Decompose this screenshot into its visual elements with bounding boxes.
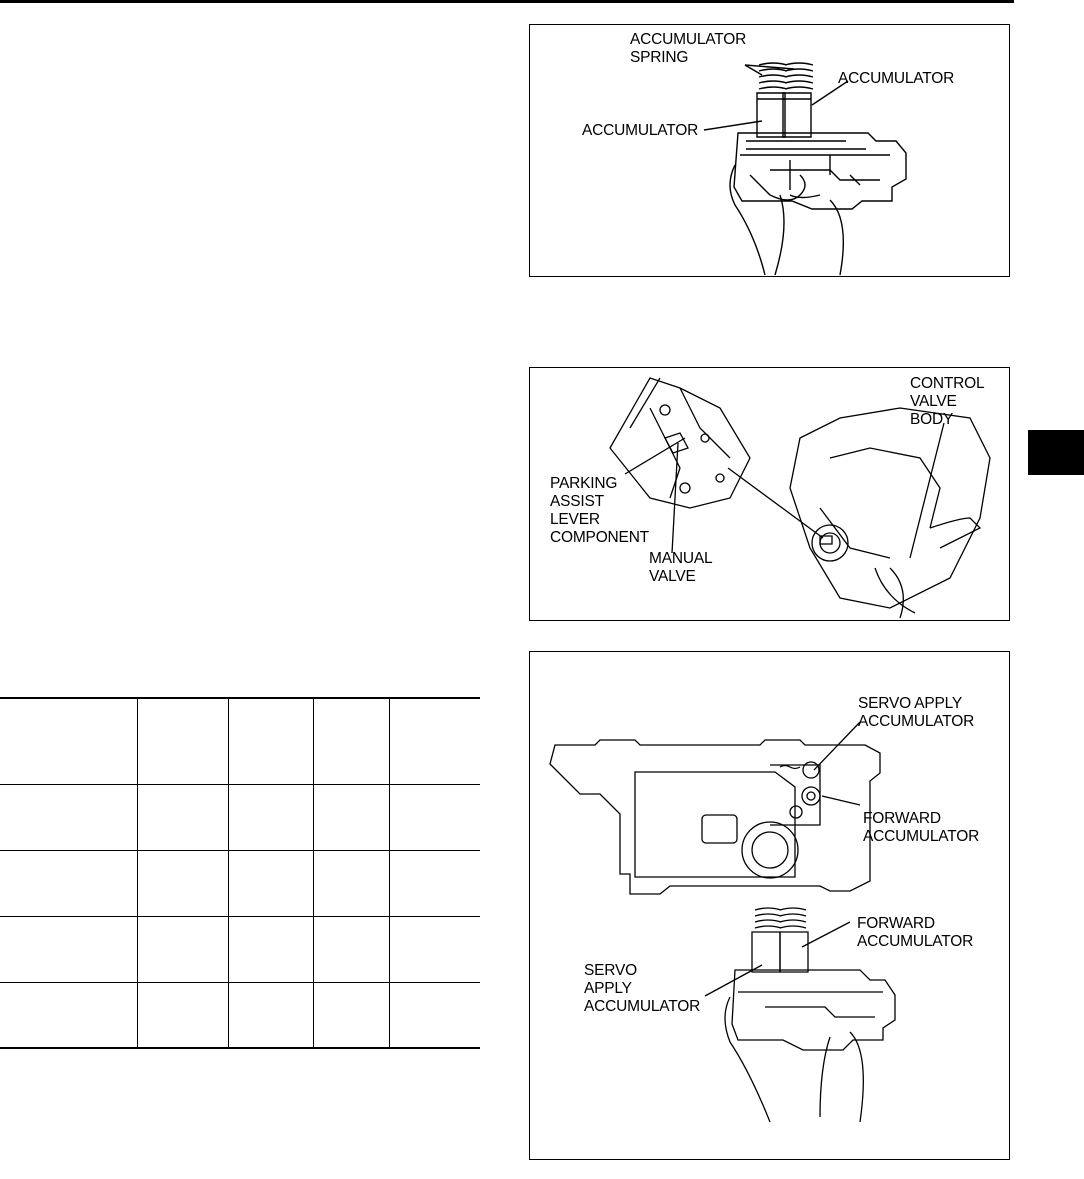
table-cell: [389, 982, 480, 1048]
table-cell: [389, 698, 480, 784]
table-row: [0, 698, 480, 784]
table-cell: [313, 850, 389, 916]
label-parking-assist-lever-component: PARKING ASSIST LEVER COMPONENT: [550, 475, 649, 546]
table-cell: [0, 850, 137, 916]
table-cell: [313, 916, 389, 982]
table-cell: [313, 784, 389, 850]
table-cell: [228, 982, 313, 1048]
table-cell: [313, 698, 389, 784]
table-cell: [0, 916, 137, 982]
table-cell: [313, 982, 389, 1048]
table-cell: [0, 784, 137, 850]
table-cell: [228, 916, 313, 982]
label-accumulator-spring: ACCUMULATOR SPRING: [630, 31, 747, 66]
label-forward-accumulator-top: FORWARD ACCUMULATOR: [863, 810, 980, 845]
table-cell: [137, 982, 228, 1048]
label-servo-apply-accumulator-bottom: SERVO APPLY ACCUMULATOR: [584, 962, 701, 1015]
table-cell: [0, 698, 137, 784]
label-manual-valve: MANUAL VALVE: [649, 550, 713, 585]
table-cell: [0, 982, 137, 1048]
label-forward-accumulator-bottom: FORWARD ACCUMULATOR: [857, 915, 974, 950]
label-servo-apply-accumulator-top: SERVO APPLY ACCUMULATOR: [858, 695, 975, 730]
table-cell: [137, 916, 228, 982]
table-cell: [228, 850, 313, 916]
label-accumulator-left: ACCUMULATOR: [582, 122, 699, 139]
table-row: [0, 916, 480, 982]
table-cell: [389, 916, 480, 982]
figure-accumulator-removal: [529, 24, 1010, 277]
accumulator-removal-illustration: [530, 25, 1011, 278]
label-accumulator-right: ACCUMULATOR: [838, 70, 955, 87]
page-top-rule: [0, 0, 1014, 3]
table-cell: [228, 784, 313, 850]
section-tab-marker: [1028, 430, 1084, 475]
table-cell: [137, 784, 228, 850]
table-row: [0, 784, 480, 850]
table-cell: [228, 698, 313, 784]
table-cell: [389, 850, 480, 916]
table-row: [0, 982, 480, 1048]
table-cell: [137, 850, 228, 916]
figure-servo-forward-accumulators: [529, 651, 1010, 1160]
specification-table: [0, 697, 480, 1049]
table-cell: [389, 784, 480, 850]
label-control-valve-body: CONTROL VALVE BODY: [910, 375, 985, 428]
table-cell: [137, 698, 228, 784]
figure-control-valve-body: [529, 367, 1010, 621]
table-row: [0, 850, 480, 916]
